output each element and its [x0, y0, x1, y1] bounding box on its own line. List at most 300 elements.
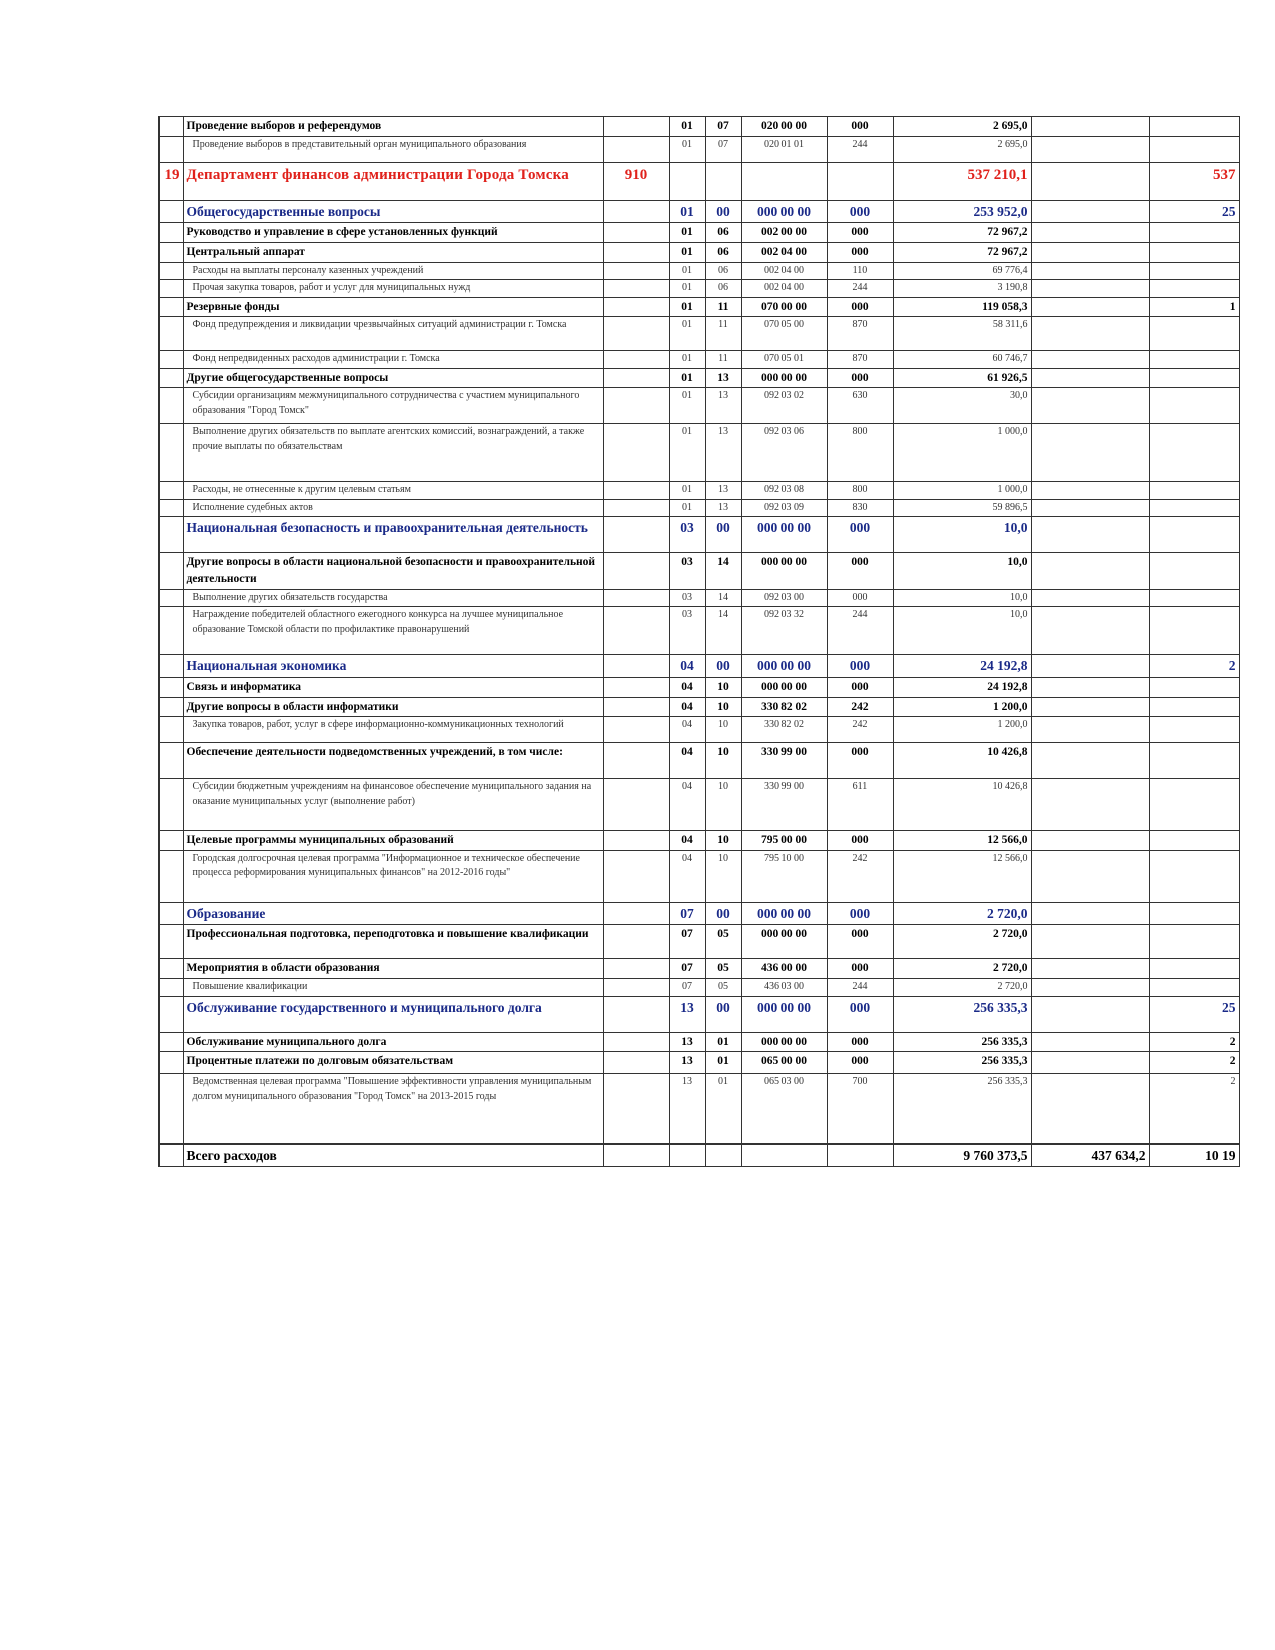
- subsection-code: 13: [705, 482, 741, 500]
- target-article-code: 070 05 00: [741, 317, 827, 351]
- total-amount: [1149, 743, 1239, 779]
- budget-line-row: [159, 317, 1239, 351]
- expense-type-code: 870: [827, 317, 893, 351]
- subsection-code: 06: [705, 223, 741, 243]
- budget-line-row: [159, 553, 1239, 589]
- amount: 1 000,0: [893, 482, 1031, 500]
- line-item-name: Выполнение других обязательств по выплате агентских комиссий, вознаграждений, а также прочие выплаты по обязательствам: [183, 424, 603, 482]
- subsection-code: 10: [705, 677, 741, 697]
- amount: 10,0: [893, 607, 1031, 655]
- target-article-code: 795 10 00: [741, 850, 827, 902]
- row-index: [159, 607, 183, 655]
- subsection-code: 10: [705, 850, 741, 902]
- total-amount: 25: [1149, 996, 1239, 1032]
- total-amount: [1149, 979, 1239, 997]
- target-article-code: 436 03 00: [741, 979, 827, 997]
- subsection-code: 10: [705, 717, 741, 743]
- budget-line-row: [159, 499, 1239, 517]
- grand-total-row: [159, 1144, 1239, 1167]
- line-item-name: Выполнение других обязательств государства: [183, 589, 603, 607]
- section-code: 01: [669, 280, 705, 298]
- expense-type-code: 242: [827, 717, 893, 743]
- department-code: [603, 697, 669, 717]
- additional-amount: [1031, 136, 1149, 162]
- additional-amount: [1031, 368, 1149, 388]
- amount: 2 720,0: [893, 902, 1031, 925]
- department-code: [603, 607, 669, 655]
- additional-amount: [1031, 1074, 1149, 1144]
- row-index: [159, 424, 183, 482]
- expense-type-code: 000: [827, 242, 893, 262]
- section-code: 07: [669, 925, 705, 959]
- target-article-code: 092 03 08: [741, 482, 827, 500]
- target-article-code: 070 00 00: [741, 297, 827, 317]
- target-article-code: 092 03 02: [741, 388, 827, 424]
- row-index: [159, 902, 183, 925]
- section-code: 04: [669, 655, 705, 678]
- line-item-name: Руководство и управление в сфере установленных функций: [183, 223, 603, 243]
- amount: 1 200,0: [893, 697, 1031, 717]
- amount: 2 720,0: [893, 979, 1031, 997]
- department-code: [603, 200, 669, 223]
- target-article-code: 065 00 00: [741, 1052, 827, 1074]
- additional-amount: [1031, 223, 1149, 243]
- target-article-code: 330 82 02: [741, 717, 827, 743]
- amount: 10,0: [893, 589, 1031, 607]
- line-item-name: Прочая закупка товаров, работ и услуг для муниципальных нужд: [183, 280, 603, 298]
- section-code: 07: [669, 979, 705, 997]
- expense-type-code: 244: [827, 136, 893, 162]
- row-index: [159, 242, 183, 262]
- amount: 537 210,1: [893, 162, 1031, 200]
- target-article-code: 000 00 00: [741, 200, 827, 223]
- row-index: [159, 925, 183, 959]
- expense-type-code: 000: [827, 200, 893, 223]
- subsection-code: 10: [705, 743, 741, 779]
- expense-type-code: 000: [827, 959, 893, 979]
- budget-line-row: [159, 1074, 1239, 1144]
- row-index: [159, 996, 183, 1032]
- grand-total-total: 10 19: [1149, 1144, 1239, 1167]
- line-item-name: Мероприятия в области образования: [183, 959, 603, 979]
- expense-type-code: 000: [827, 655, 893, 678]
- line-item-name: Общегосударственные вопросы: [183, 200, 603, 223]
- amount: 1 200,0: [893, 717, 1031, 743]
- total-amount: [1149, 136, 1239, 162]
- section-code: 13: [669, 1032, 705, 1052]
- target-article-code: 092 03 00: [741, 589, 827, 607]
- target-article-code: 002 00 00: [741, 223, 827, 243]
- target-article-code: 436 00 00: [741, 959, 827, 979]
- section-code: 01: [669, 424, 705, 482]
- target-article-code: 065 03 00: [741, 1074, 827, 1144]
- budget-sheet: [0, 116, 1275, 1216]
- row-index: [159, 697, 183, 717]
- expense-type-code: 000: [827, 743, 893, 779]
- subsection-code: 11: [705, 351, 741, 369]
- line-item-name: Образование: [183, 902, 603, 925]
- total-amount: [1149, 388, 1239, 424]
- department-code: [603, 677, 669, 697]
- total-amount: [1149, 262, 1239, 280]
- additional-amount: [1031, 717, 1149, 743]
- section-code: 01: [669, 351, 705, 369]
- subsection-code: 00: [705, 902, 741, 925]
- row-index: [159, 831, 183, 851]
- target-article-code: 092 03 06: [741, 424, 827, 482]
- department-code: [603, 1052, 669, 1074]
- line-item-name: Ведомственная целевая программа "Повышение эффективности управления муниципальным долгом муниципального образования "Город Томск" на 2013-2015 годы: [183, 1074, 603, 1144]
- amount: 119 058,3: [893, 297, 1031, 317]
- line-item-name: Другие вопросы в области национальной безопасности и правоохранительной деятельности: [183, 553, 603, 589]
- amount: 10 426,8: [893, 743, 1031, 779]
- section-code: 01: [669, 200, 705, 223]
- budget-line-row: [159, 717, 1239, 743]
- section-row: [159, 200, 1239, 223]
- subsection-code: 14: [705, 589, 741, 607]
- budget-line-row: [159, 677, 1239, 697]
- row-index: [159, 779, 183, 831]
- target-article-code: 000 00 00: [741, 553, 827, 589]
- amount: 59 896,5: [893, 499, 1031, 517]
- expense-type-code: 000: [827, 368, 893, 388]
- subsection-code: 06: [705, 280, 741, 298]
- total-amount: [1149, 902, 1239, 925]
- expense-type-code: 000: [827, 925, 893, 959]
- subsection-code: 00: [705, 517, 741, 553]
- line-item-name: Процентные платежи по долговым обязательствам: [183, 1052, 603, 1074]
- subsection-code: 14: [705, 607, 741, 655]
- section-code: 01: [669, 223, 705, 243]
- additional-amount: [1031, 162, 1149, 200]
- additional-amount: [1031, 424, 1149, 482]
- row-index: [159, 517, 183, 553]
- section-code: 04: [669, 677, 705, 697]
- line-item-name: Национальная безопасность и правоохранительная деятельность: [183, 517, 603, 553]
- additional-amount: [1031, 553, 1149, 589]
- target-article-code: 002 04 00: [741, 280, 827, 298]
- additional-amount: [1031, 517, 1149, 553]
- expense-type-code: 800: [827, 424, 893, 482]
- amount: 2 720,0: [893, 959, 1031, 979]
- additional-amount: [1031, 655, 1149, 678]
- department-code: [603, 242, 669, 262]
- department-code: [603, 424, 669, 482]
- budget-line-row: [159, 388, 1239, 424]
- amount: 1 000,0: [893, 424, 1031, 482]
- department-code: [603, 499, 669, 517]
- section-row: [159, 996, 1239, 1032]
- expense-type-code: 000: [827, 517, 893, 553]
- additional-amount: [1031, 779, 1149, 831]
- section-code: 13: [669, 1074, 705, 1144]
- amount: 256 335,3: [893, 996, 1031, 1032]
- amount: 12 566,0: [893, 831, 1031, 851]
- line-item-name: Фонд предупреждения и ликвидации чрезвычайных ситуаций администрации г. Томска: [183, 317, 603, 351]
- amount: 61 926,5: [893, 368, 1031, 388]
- subsection-code: 07: [705, 136, 741, 162]
- expense-type-code: 000: [827, 589, 893, 607]
- expense-type-code: 244: [827, 979, 893, 997]
- department-code: [603, 223, 669, 243]
- row-index: [159, 553, 183, 589]
- line-item-name: Обеспечение деятельности подведомственных учреждений, в том числе:: [183, 743, 603, 779]
- section-code: 01: [669, 368, 705, 388]
- expense-type-code: 000: [827, 223, 893, 243]
- budget-line-row: [159, 424, 1239, 482]
- line-item-name: Расходы, не отнесенные к другим целевым статьям: [183, 482, 603, 500]
- additional-amount: [1031, 979, 1149, 997]
- budget-line-row: [159, 223, 1239, 243]
- additional-amount: [1031, 200, 1149, 223]
- budget-line-row: [159, 297, 1239, 317]
- amount: 24 192,8: [893, 677, 1031, 697]
- subsection-code: 11: [705, 297, 741, 317]
- row-index: [159, 743, 183, 779]
- row-index: [159, 482, 183, 500]
- amount: 256 335,3: [893, 1074, 1031, 1144]
- department-code: [603, 388, 669, 424]
- additional-amount: [1031, 117, 1149, 137]
- subsection-code: 11: [705, 317, 741, 351]
- additional-amount: [1031, 1052, 1149, 1074]
- line-item-name: Национальная экономика: [183, 655, 603, 678]
- budget-line-row: [159, 831, 1239, 851]
- grand-total-extra: 437 634,2: [1031, 1144, 1149, 1167]
- subsection-code: 10: [705, 779, 741, 831]
- additional-amount: [1031, 743, 1149, 779]
- section-code: 01: [669, 499, 705, 517]
- expense-type-code: 242: [827, 850, 893, 902]
- section-code: 03: [669, 517, 705, 553]
- expense-type-code: 000: [827, 297, 893, 317]
- amount: 2 695,0: [893, 136, 1031, 162]
- department-code: [603, 262, 669, 280]
- amount: 72 967,2: [893, 242, 1031, 262]
- additional-amount: [1031, 499, 1149, 517]
- total-amount: [1149, 607, 1239, 655]
- target-article-code: 000 00 00: [741, 655, 827, 678]
- total-amount: [1149, 351, 1239, 369]
- amount: 24 192,8: [893, 655, 1031, 678]
- section-code: 04: [669, 779, 705, 831]
- target-article-code: 020 01 01: [741, 136, 827, 162]
- budget-line-row: [159, 697, 1239, 717]
- amount: 10,0: [893, 553, 1031, 589]
- expense-type-code: 700: [827, 1074, 893, 1144]
- department-code: [603, 959, 669, 979]
- expense-type-code: [827, 162, 893, 200]
- target-article-code: 092 03 32: [741, 607, 827, 655]
- additional-amount: [1031, 1032, 1149, 1052]
- amount: 256 335,3: [893, 1032, 1031, 1052]
- subsection-code: 13: [705, 499, 741, 517]
- row-index: [159, 200, 183, 223]
- subsection-code: 10: [705, 831, 741, 851]
- section-code: 07: [669, 959, 705, 979]
- department-code: [603, 589, 669, 607]
- total-amount: [1149, 280, 1239, 298]
- budget-line-row: [159, 979, 1239, 997]
- line-item-name: Профессиональная подготовка, переподготовка и повышение квалификации: [183, 925, 603, 959]
- budget-line-row: [159, 925, 1239, 959]
- expense-type-code: 800: [827, 482, 893, 500]
- row-index: [159, 1052, 183, 1074]
- subsection-code: [705, 162, 741, 200]
- line-item-name: Другие вопросы в области информатики: [183, 697, 603, 717]
- section-code: 01: [669, 117, 705, 137]
- additional-amount: [1031, 280, 1149, 298]
- expense-type-code: 000: [827, 677, 893, 697]
- total-amount: [1149, 677, 1239, 697]
- department-code: [603, 482, 669, 500]
- row-index: [159, 1032, 183, 1052]
- total-amount: 537: [1149, 162, 1239, 200]
- subsection-code: 14: [705, 553, 741, 589]
- subsection-code: 00: [705, 655, 741, 678]
- amount: 253 952,0: [893, 200, 1031, 223]
- additional-amount: [1031, 317, 1149, 351]
- amount: 10,0: [893, 517, 1031, 553]
- department-code: [603, 850, 669, 902]
- total-amount: [1149, 831, 1239, 851]
- additional-amount: [1031, 697, 1149, 717]
- target-article-code: 020 00 00: [741, 117, 827, 137]
- department-code: [603, 351, 669, 369]
- expense-type-code: 830: [827, 499, 893, 517]
- expense-type-code: 870: [827, 351, 893, 369]
- section-code: [669, 162, 705, 200]
- budget-line-row: [159, 743, 1239, 779]
- additional-amount: [1031, 850, 1149, 902]
- department-code: 910: [603, 162, 669, 200]
- row-index: [159, 262, 183, 280]
- total-amount: [1149, 368, 1239, 388]
- row-index: [159, 117, 183, 137]
- amount: 30,0: [893, 388, 1031, 424]
- expense-type-code: 000: [827, 1052, 893, 1074]
- row-index: [159, 850, 183, 902]
- grand-total-amount: 9 760 373,5: [893, 1144, 1031, 1167]
- budget-line-row: [159, 117, 1239, 137]
- amount: 2 720,0: [893, 925, 1031, 959]
- amount: 69 776,4: [893, 262, 1031, 280]
- expense-type-code: 244: [827, 280, 893, 298]
- target-article-code: [741, 162, 827, 200]
- department-code: [603, 717, 669, 743]
- budget-line-row: [159, 589, 1239, 607]
- section-code: 01: [669, 297, 705, 317]
- budget-line-row: [159, 262, 1239, 280]
- subsection-code: 01: [705, 1032, 741, 1052]
- expense-type-code: 242: [827, 697, 893, 717]
- subsection-code: 01: [705, 1052, 741, 1074]
- row-index: [159, 223, 183, 243]
- additional-amount: [1031, 902, 1149, 925]
- department-code: [603, 517, 669, 553]
- additional-amount: [1031, 482, 1149, 500]
- subsection-code: 05: [705, 925, 741, 959]
- target-article-code: 330 99 00: [741, 779, 827, 831]
- line-item-name: Исполнение судебных актов: [183, 499, 603, 517]
- target-article-code: 000 00 00: [741, 677, 827, 697]
- line-item-name: Фонд непредвиденных расходов администрации г. Томска: [183, 351, 603, 369]
- line-item-name: Центральный аппарат: [183, 242, 603, 262]
- row-index: [159, 280, 183, 298]
- row-index: [159, 388, 183, 424]
- section-code: 01: [669, 317, 705, 351]
- budget-line-row: [159, 959, 1239, 979]
- budget-line-row: [159, 242, 1239, 262]
- row-index: [159, 317, 183, 351]
- department-code: [603, 979, 669, 997]
- section-code: 03: [669, 553, 705, 589]
- row-index: [159, 677, 183, 697]
- department-code: [603, 831, 669, 851]
- expense-type-code: 244: [827, 607, 893, 655]
- row-index: [159, 979, 183, 997]
- additional-amount: [1031, 831, 1149, 851]
- section-code: 03: [669, 607, 705, 655]
- line-item-name: Связь и информатика: [183, 677, 603, 697]
- target-article-code: 000 00 00: [741, 925, 827, 959]
- line-item-name: Обслуживание муниципального долга: [183, 1032, 603, 1052]
- additional-amount: [1031, 297, 1149, 317]
- line-item-name: Субсидии бюджетным учреждениям на финансовое обеспечение муниципального задания на оказание муниципальных услуг (выполнение работ): [183, 779, 603, 831]
- subsection-code: 01: [705, 1074, 741, 1144]
- department-code: [603, 779, 669, 831]
- department-code: [603, 1032, 669, 1052]
- total-amount: 1: [1149, 297, 1239, 317]
- row-index: [159, 655, 183, 678]
- total-amount: 2: [1149, 1074, 1239, 1144]
- row-index: [159, 136, 183, 162]
- total-amount: [1149, 959, 1239, 979]
- section-code: 07: [669, 902, 705, 925]
- row-index: [159, 717, 183, 743]
- total-amount: [1149, 242, 1239, 262]
- target-article-code: 002 04 00: [741, 242, 827, 262]
- line-item-name: Награждение победителей областного ежегодного конкурса на лучшее муниципальное образование Томской области по профилактике правонарушений: [183, 607, 603, 655]
- total-amount: [1149, 482, 1239, 500]
- budget-line-row: [159, 136, 1239, 162]
- total-amount: 2: [1149, 1052, 1239, 1074]
- additional-amount: [1031, 677, 1149, 697]
- budget-line-row: [159, 607, 1239, 655]
- line-item-name: Обслуживание государственного и муниципального долга: [183, 996, 603, 1032]
- subsection-code: 13: [705, 368, 741, 388]
- total-amount: [1149, 779, 1239, 831]
- target-article-code: 330 82 02: [741, 697, 827, 717]
- line-item-name: Закупка товаров, работ, услуг в сфере информационно-коммуникационных технологий: [183, 717, 603, 743]
- total-amount: [1149, 850, 1239, 902]
- department-code: [603, 317, 669, 351]
- budget-line-row: [159, 280, 1239, 298]
- amount: 3 190,8: [893, 280, 1031, 298]
- target-article-code: 092 03 09: [741, 499, 827, 517]
- expense-type-code: 000: [827, 553, 893, 589]
- department-code: [603, 368, 669, 388]
- amount: 12 566,0: [893, 850, 1031, 902]
- section-code: 03: [669, 589, 705, 607]
- section-code: 01: [669, 242, 705, 262]
- department-code: [603, 902, 669, 925]
- line-item-name: Проведение выборов в представительный орган муниципального образования: [183, 136, 603, 162]
- target-article-code: 000 00 00: [741, 368, 827, 388]
- additional-amount: [1031, 589, 1149, 607]
- total-amount: [1149, 697, 1239, 717]
- subsection-code: 06: [705, 262, 741, 280]
